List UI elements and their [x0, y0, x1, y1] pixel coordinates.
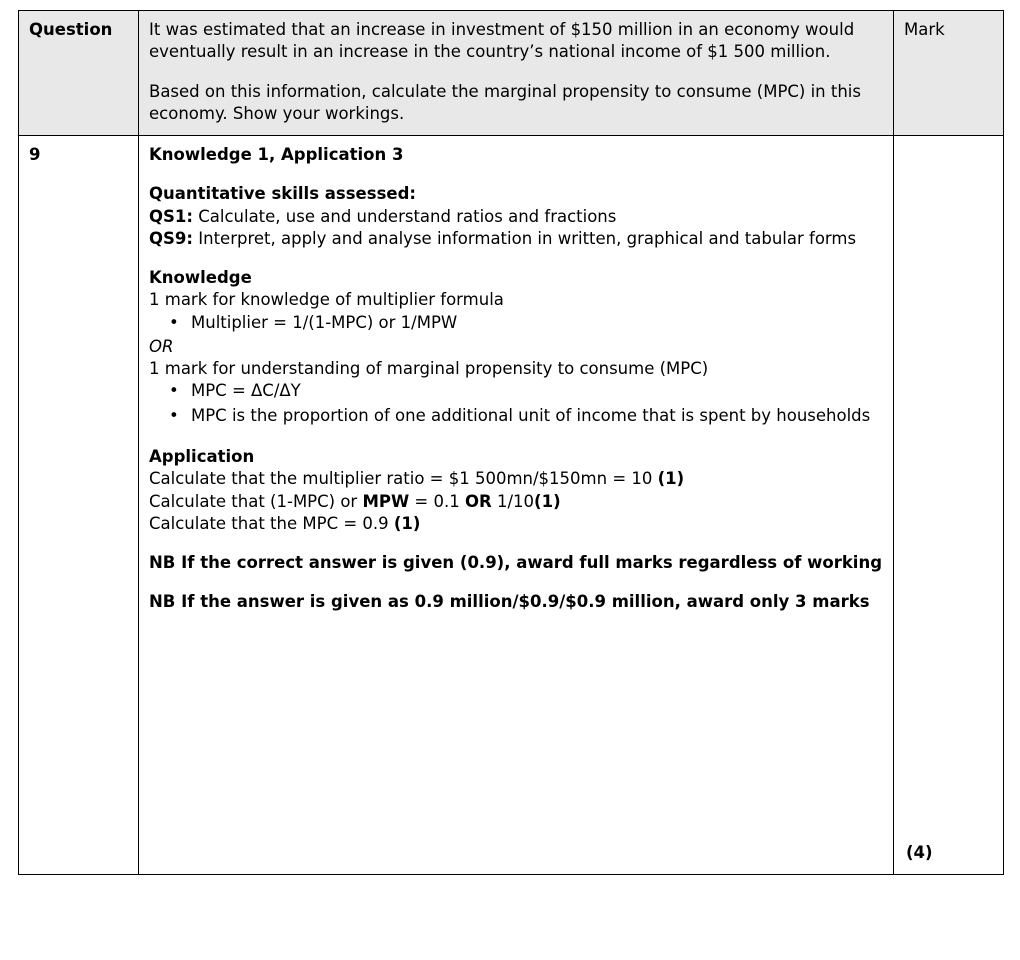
qs9-line: [149, 228, 883, 250]
spacer: [149, 429, 883, 446]
mark-column-header: Mark: [904, 20, 945, 39]
question-paragraph-1: It was estimated that an increase in investment of $150 million in an economy would eventually result in an increase in the country’s national income of $1 500 million.: [149, 20, 855, 62]
spacer: [149, 574, 883, 591]
note-2: NB If the answer is given as 0.9 million/$0.9/$0.9 million, award only 3 marks: [149, 592, 870, 612]
application-line-2-mpw: MPW: [362, 491, 410, 511]
knowledge-bullet-list-2: [149, 380, 883, 427]
knowledge-bullet-list-1: [149, 312, 883, 334]
spacer: [149, 250, 883, 267]
application-line-1: [149, 468, 883, 490]
application-line-3-text: Calculate that the MPC = 0.9: [149, 513, 394, 533]
application-line-3: [149, 513, 883, 535]
table-answer-row: [19, 136, 1004, 875]
qs9-text: Interpret, apply and analyse information in written, graphical and tabular forms: [193, 228, 857, 248]
qs1-line: [149, 206, 883, 228]
application-heading: Application: [149, 446, 255, 466]
application-line-2-mark: (1): [534, 491, 561, 511]
list-item: • Multiplier = 1/(1-MPC) or 1/MPW: [191, 312, 883, 334]
application-line-3-mark: (1): [393, 513, 421, 533]
spacer: [149, 535, 883, 552]
note-1: NB If the correct answer is given (0.9), award full marks regardless of working: [149, 553, 883, 573]
knowledge-line-2: 1 mark for understanding of marginal propensity to consume (MPC): [149, 359, 709, 379]
qs9-label: QS9:: [149, 228, 193, 248]
header-cell-mark: [894, 11, 1004, 136]
question-column-header: Question: [29, 20, 113, 39]
list-item: • MPC is the proportion of one additional unit of income that is spent by households: [191, 405, 883, 427]
total-mark-cell: [894, 136, 1004, 875]
application-line-2-part-c: = 0.1: [409, 491, 465, 511]
spacer: [149, 64, 883, 81]
spacer: [149, 166, 883, 183]
application-line-2-part-e: 1/10: [491, 491, 535, 511]
header-cell-question-text: [139, 11, 894, 136]
application-line-1-mark: (1): [657, 469, 685, 489]
question-paragraph-2: Based on this information, calculate the marginal propensity to consume (MPC) in this economy. Show your workings.: [149, 81, 861, 123]
marks-heading: Knowledge 1, Application 3: [149, 145, 404, 165]
application-line-1-text: Calculate that the multiplier ratio = $1 500mn/$150mn = 10: [149, 469, 658, 489]
application-line-2-or: OR: [465, 491, 492, 511]
question-number-cell: [19, 136, 139, 875]
application-line-2-part-a: Calculate that (1-MPC) or: [149, 491, 363, 511]
quantitative-skills-heading: Quantitative skills assessed:: [149, 184, 416, 204]
knowledge-line-1: 1 mark for knowledge of multiplier formula: [149, 290, 504, 310]
question-number: 9: [29, 145, 41, 165]
header-cell-question: [19, 11, 139, 136]
table-header-row: [19, 11, 1004, 136]
total-mark: (4): [906, 842, 933, 862]
marking-scheme-table: [18, 10, 1004, 875]
list-item: • MPC = ΔC/ΔY: [191, 380, 883, 402]
or-text: OR: [149, 336, 174, 356]
application-line-2: [149, 491, 883, 513]
qs1-label: QS1:: [149, 206, 193, 226]
knowledge-heading: Knowledge: [149, 268, 252, 288]
qs1-text: Calculate, use and understand ratios and fractions: [193, 206, 617, 226]
answer-body-cell: [139, 136, 894, 875]
